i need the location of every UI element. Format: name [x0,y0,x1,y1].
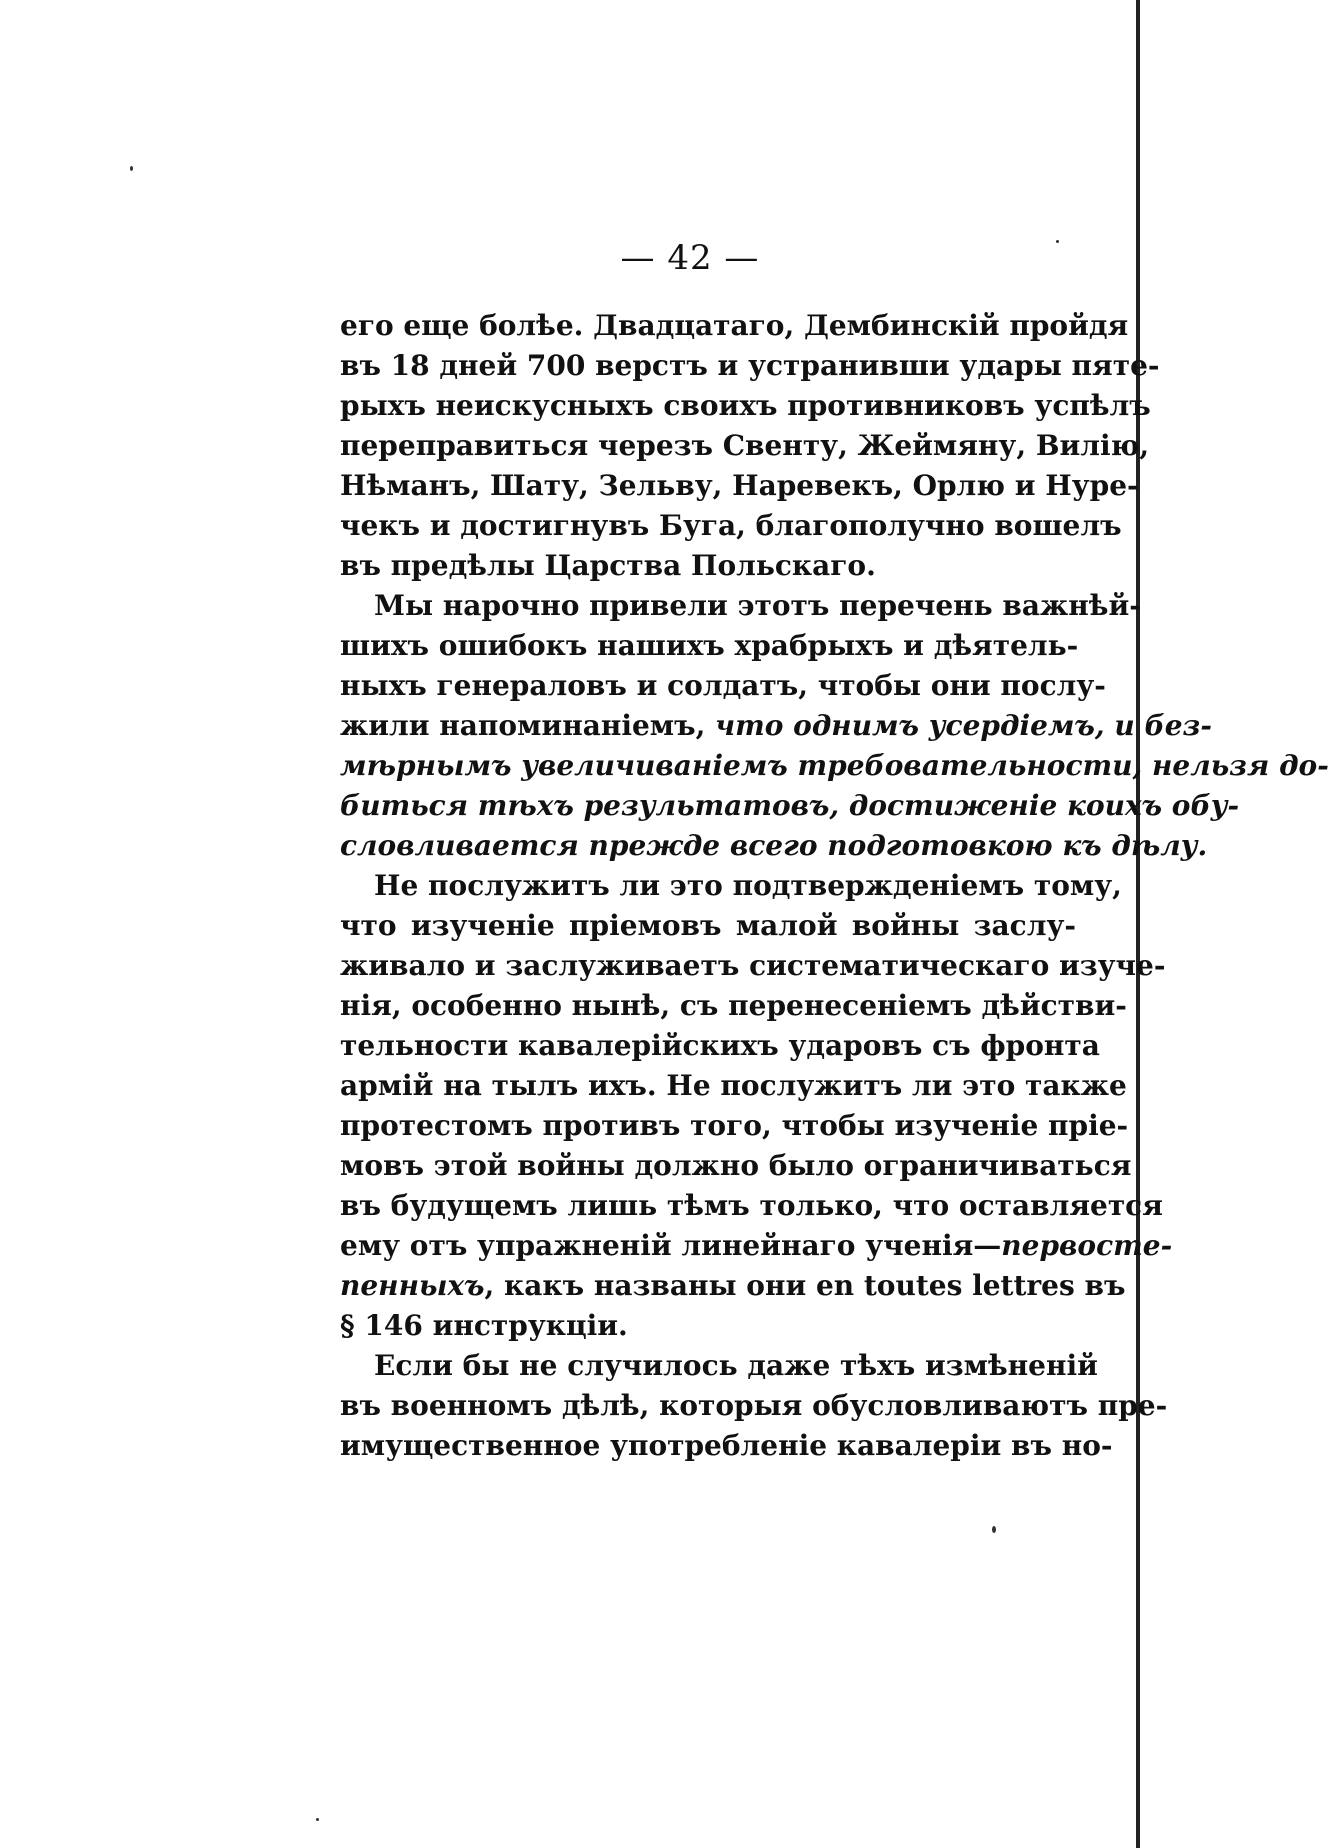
text-line: живало и заслуживаетъ систематическаго изуче- [340,949,1166,982]
text-line: Мы нарочно привели этотъ перечень важнѣй- [374,589,1141,622]
text-line: Если бы не случилось даже тѣхъ измѣненій [374,1349,1098,1382]
text-line: переправиться черезъ Свенту, Жеймяну, Вилію, [340,429,1150,462]
text-line: что изученіе пріемовъ малой войны заслу- [340,909,1076,942]
text-line [340,786,1240,826]
text-line: чекъ и достигнувъ Буга, благополучно вошелъ [340,509,1122,542]
paragraph [340,586,1329,866]
text-line [340,746,1329,786]
body-text [340,306,1329,1466]
text-line: Нѣманъ, Шату, Зельву, Наревекъ, Орлю и Нуре- [340,469,1139,502]
italic-text: пенныхъ [340,1269,485,1302]
text-line: шихъ ошибокъ нашихъ храбрыхъ и дѣятель- [340,629,1079,662]
italic-text: первосте- [1001,1229,1173,1262]
italic-text: биться тѣхъ результатовъ, достиженіе коихъ обу- [340,789,1240,822]
text-line: армій на тылъ ихъ. Не послужитъ ли это также [340,1069,1127,1102]
paragraph [340,866,1173,1346]
text-line: рыхъ неискусныхъ своихъ противниковъ успѣлъ [340,389,1151,422]
print-speck [130,166,133,171]
print-speck [992,1526,996,1533]
text-line: въ военномъ дѣлѣ, которыя обусловливаютъ пре- [340,1389,1168,1422]
text-line: пенныхъ, какъ названы они en toutes lettres въ [340,1269,1126,1302]
text-line: его еще болѣе. Двадцатаго, Дембинскій пройдя [340,309,1129,342]
italic-text: мѣрнымъ увеличиваніемъ требовательности, нельзя до- [340,749,1329,782]
italic-text: словливается прежде всего подготовкою къ дѣлу. [340,829,1208,862]
text-line: ему отъ упражненій линейнаго ученія—первосте- [340,1229,1173,1262]
text-line: тельности кавалерійскихъ ударовъ съ фронта [340,1029,1100,1062]
text-line: § 146 инструкціи. [340,1309,628,1342]
print-speck [1056,240,1059,243]
paragraph [340,1346,1168,1466]
text-line: мовъ этой войны должно было ограничиваться [340,1149,1132,1182]
print-speck [316,1818,319,1821]
text-line: въ 18 дней 700 верстъ и устранивши удары пяте- [340,349,1160,382]
text-line: имущественное употребленіе кавалеріи въ но- [340,1429,1113,1462]
text-line: въ предѣлы Царства Польскаго. [340,549,876,582]
text-line: жили напоминаніемъ, что однимъ усердіемъ, и без- [340,709,1212,742]
text-line: въ будущемъ лишь тѣмъ только, что оставляется [340,1189,1163,1222]
text-line [340,826,1208,866]
text-line: ныхъ генераловъ и солдатъ, чтобы они послу- [340,669,1106,702]
italic-text: что однимъ усердіемъ, и без- [715,709,1212,742]
text-line: Не послужитъ ли это подтвержденіемъ тому, [374,869,1122,902]
paragraph [340,306,1160,586]
text-line: протестомъ противъ того, чтобы изученіе пріе- [340,1109,1129,1142]
page-number: — 42 — [620,238,760,278]
text-line: нія, особенно нынѣ, съ перенесеніемъ дѣйстви- [340,989,1127,1022]
